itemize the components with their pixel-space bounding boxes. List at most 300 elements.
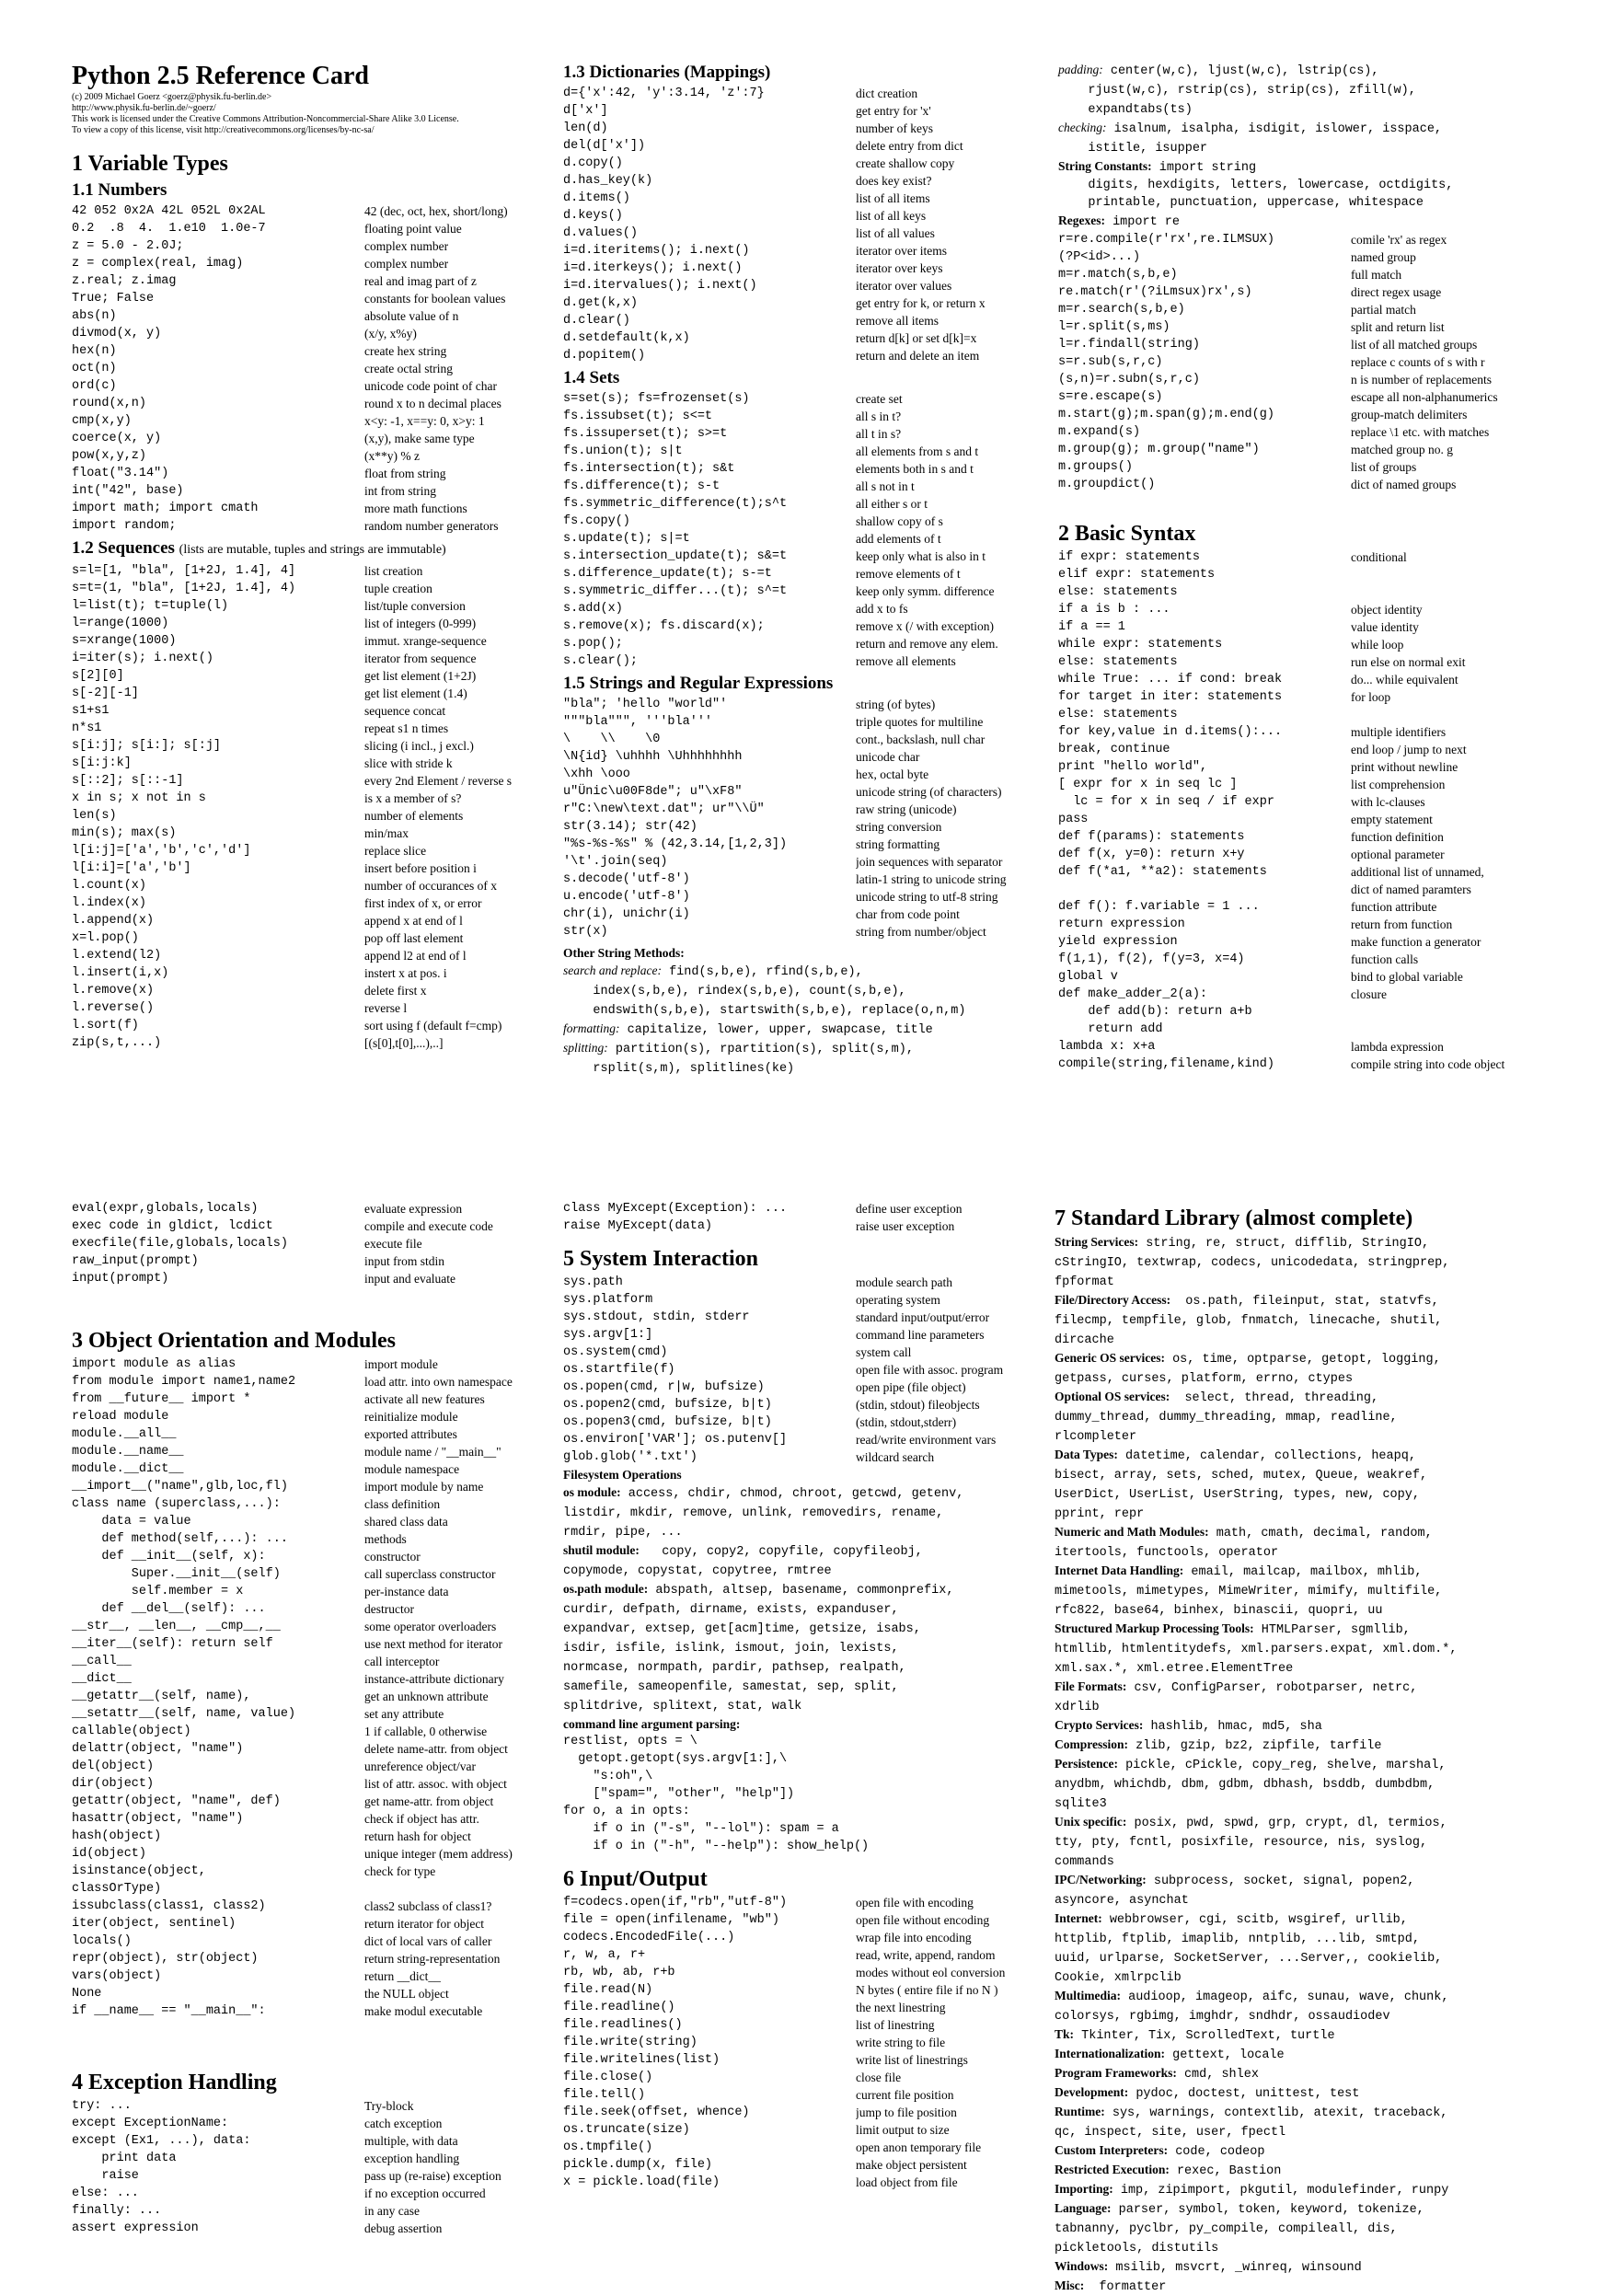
table-row [1058,863,1551,881]
description-cell: list/tuple conversion [364,599,466,613]
line-code: isdir, isfile, islink, ismout, join, lexists, [563,1642,899,1656]
table-row [1058,846,1551,863]
line-label: Internet: [1055,1911,1102,1925]
description-cell: does key exist? [856,174,932,188]
code-cell: print data [72,2152,177,2165]
description-cell: do... while equivalent [1351,673,1458,686]
line-label: padding: [1058,63,1103,76]
text-line [1055,1774,1570,1794]
code-cell: s.update(t); s|=t [563,532,690,546]
line-code: listdir, mkdir, remove, unlink, removedirs, rename, [563,1506,944,1520]
line-code: UserDict, UserList, UserString, types, new, copy, [1055,1488,1420,1502]
line-code: dummy_thread, dummy_threading, mmap, readline, [1055,1411,1398,1425]
description-cell: dict of named groups [1351,478,1457,491]
code-cell: z.real; z.imag [72,274,177,288]
code-cell: d.keys() [563,209,623,223]
table-row [72,1390,564,1408]
text-line [563,1483,1055,1503]
table-row [563,565,1055,583]
description-cell: list of all matched groups [1351,338,1478,352]
license-line-2: To view a copy of this license, visit http://creativecommons.org/licenses/by-nc-sa/ [72,125,375,135]
code-cell: __import__("name",glb,loc,fl) [72,1480,288,1494]
description-cell [1351,566,1551,583]
table-row [563,1326,1055,1344]
text-line [1055,1252,1570,1272]
line-code: os.path, fileinput, stat, statvfs, [1170,1295,1439,1309]
code-cell: raise [72,2169,139,2183]
description-cell: write string to file [856,2036,946,2049]
code-cell: d.values() [563,226,639,240]
code-cell [1058,881,1351,898]
code-cell: s.symmetric_differ...(t); s^=t [563,584,788,598]
line-code: rmdir, pipe, ... [563,1526,683,1540]
description-cell: with lc-clauses [1351,795,1425,809]
description-cell: delete name-attr. from object [364,1742,508,1756]
code-cell: else: statements [1058,708,1178,721]
description-cell: return and remove any elem. [856,637,998,651]
description-cell: immut. xrange-sequence [364,634,487,648]
description-cell: load object from file [856,2175,958,2189]
column-2-top [563,63,1055,1078]
code-cell: os.environ['VAR']; os.putenv[] [563,1433,788,1447]
description-cell: set any attribute [364,1707,444,1721]
description-cell: get entry for k, or return x [856,296,986,310]
code-cell: coerce(x, y) [72,432,162,445]
description-cell: append l2 at end of l [364,949,467,963]
description-cell: jump to file position [856,2106,957,2119]
line-code: bisect, array, sets, sched, mutex, Queue, weakref, [1055,1469,1428,1483]
table-row [72,1200,564,1217]
description-cell: additional list of unnamed, [1351,865,1484,879]
description-cell: keep only symm. difference [856,584,995,598]
description-cell: list of groups [1351,460,1417,474]
table-row [1058,828,1551,846]
table-row [563,1309,1055,1326]
line-label: Optional OS services: [1055,1390,1170,1403]
description-cell: remove all elements [856,654,956,668]
code-cell: l[i:j]=['a','b','c','d'] [72,844,251,858]
line-label: Windows: [1055,2259,1109,2273]
description-cell: 42 (dec, oct, hex, short/long) [364,204,508,218]
code-cell: m=r.match(s,b,e) [1058,268,1178,282]
table-row [72,2002,564,2020]
text-line [1055,1813,1570,1832]
text-line [563,1599,1055,1619]
section-object-orientation: 3 Object Orientation and Modules [72,1329,396,1353]
table-row [72,1845,564,1863]
description-cell: string (of bytes) [856,698,936,711]
description-cell: input from stdin [364,1254,444,1268]
code-cell: file.readline() [563,2001,675,2014]
code-cell: if expr: statements [1058,550,1200,564]
description-cell: string conversion [856,820,942,834]
table-row [563,1894,1055,1911]
description-cell: open anon temporary file [856,2140,982,2154]
license-line-1: This work is licensed under the Creative Commons Attribution-Noncommercial-Share Alike 3.0 License. [72,114,459,124]
code-cell: module.__name__ [72,1445,184,1459]
table-row [72,1635,564,1653]
text-line [563,1619,1055,1638]
table-row [563,635,1055,652]
table-row [72,1425,564,1443]
text-line [563,1580,1055,1599]
code-cell: sys.argv[1:] [563,1328,653,1342]
description-cell: open file with encoding [856,1896,974,1909]
description-cell: hex, octal byte [856,767,929,781]
table-row [72,1810,564,1828]
description-cell: execute file [364,1237,422,1251]
code-cell: from module import name1,name2 [72,1375,296,1389]
table-row [72,1828,564,1845]
description-cell: reverse l [364,1001,408,1015]
table-row [563,425,1055,443]
table-row [72,842,564,860]
text-line [1055,1330,1570,1349]
table-row [72,860,564,877]
line-code: webbrowser, cgi, scitb, wsgiref, urllib, [1101,1913,1408,1927]
table-row [563,2156,1055,2174]
section-standard-library: 7 Standard Library (almost complete) [1055,1206,1413,1230]
table-row [563,277,1055,294]
table-row [1058,758,1551,776]
code-cell: repr(object), str(object) [72,1952,259,1966]
table-row [1058,283,1551,301]
table-row [1058,1056,1551,1073]
description-cell: elements both in s and t [856,462,974,476]
code-cell: raw_input(prompt) [72,1254,199,1268]
text-line [1055,1948,1570,1967]
code-cell: for target in iter: statements [1058,690,1283,704]
table-row [72,877,564,894]
table-row [563,1344,1055,1361]
description-cell: comile 'rx' as regex [1351,233,1447,247]
line-label: os module: [563,1485,621,1499]
table-row [72,1985,564,2002]
description-cell: open file without encoding [856,1913,990,1927]
code-cell: d.clear() [563,314,630,328]
code-cell: s=t=(1, "bla", [1+2J, 1.4], 4) [72,582,296,595]
table-row [563,390,1055,408]
description-cell: pop off last element [364,931,464,945]
line-code: math, cmath, decimal, random, [1208,1527,1433,1540]
code-cell: return add [1058,1022,1163,1036]
table-row [563,2069,1055,2086]
text-line [1055,1697,1570,1716]
table-row [1058,986,1551,1003]
section-input-output: 6 Input/Output [563,1867,708,1891]
line-code: hashlib, hmac, md5, sha [1143,1720,1322,1734]
command-line-parsing-code [563,1733,1055,1855]
description-cell: get an unknown attribute [364,1690,489,1703]
text-line [1055,1832,1570,1852]
description-cell [1351,583,1551,601]
line-code: dircache [1055,1333,1114,1347]
code-cell: if a is b : ... [1058,603,1170,617]
code-line: if o in ("-s", "--lol"): spam = a [563,1822,839,1836]
code-cell: callable(object) [72,1725,191,1738]
string-constants-line: import string [1151,161,1257,175]
description-cell: list of all items [856,191,930,205]
table-row [72,720,564,737]
table-row [72,482,564,500]
code-cell: d.get(k,x) [563,296,639,310]
code-cell: sys.stdout, stdin, stderr [563,1310,750,1324]
text-line [1055,2161,1570,2180]
description-cell: operating system [856,1293,940,1307]
code-line: getopt.getopt(sys.argv[1:],\ [563,1752,788,1766]
line-label: String Services: [1055,1235,1139,1249]
line-code: xml.sax.*, xml.etree.ElementTree [1055,1662,1294,1676]
line-label: Structured Markup Processing Tools: [1055,1621,1254,1635]
code-cell: hasattr(object, "name") [72,1812,244,1826]
table-row [72,1950,564,1967]
table-row [563,495,1055,513]
line-code: sys, warnings, contextlib, atexit, traceback, [1104,2106,1448,2120]
code-cell: s[i:j]; s[i:]; s[:j] [72,739,222,753]
description-cell: list of linestring [856,2018,935,2032]
table-row [72,632,564,650]
line-code: endswith(s,b,e), startswith(s,b,e), replace(o,n,m) [563,1004,966,1018]
code-cell: f=codecs.open(if,"rb","utf-8") [563,1896,788,1909]
text-line [1055,2006,1570,2025]
code-cell: file.close() [563,2071,653,2084]
code-cell: print "hello world", [1058,760,1208,774]
code-cell: i=iter(s); i.next() [72,652,213,665]
table-row [563,242,1055,260]
description-cell: [(s[0],t[0],...),..] [364,1036,444,1050]
text-line [1055,1349,1570,1368]
text-line [1055,2045,1570,2064]
description-cell: list of all keys [856,209,927,223]
table-row [563,443,1055,460]
code-cell: exec code in gldict, lcdict [72,1219,273,1233]
text-line [1058,138,1551,157]
code-cell: for key,value in d.items():... [1058,725,1283,739]
sequences-note: (lists are mutable, tuples and strings are immutable) [179,543,446,557]
description-cell: module search path [856,1275,952,1289]
section-system-interaction: 5 System Interaction [563,1247,758,1271]
description-cell: make modul executable [364,2004,483,2018]
table-row [1058,406,1551,423]
column-3-bottom [1055,1196,1570,2296]
line-code: pprint, repr [1055,1507,1145,1521]
table-row [1058,898,1551,916]
line-code: colorsys, rgbimg, imghdr, sndhdr, ossaudiodev [1055,2010,1390,2024]
table-row [563,460,1055,478]
code-cell: round(x,n) [72,397,147,410]
table-row [72,1793,564,1810]
code-line: "s:oh",\ [563,1770,653,1783]
text-line [1058,61,1551,80]
io-table [563,1894,1055,2191]
description-cell: all t in s? [856,427,902,441]
line-code: find(s,b,e), rfind(s,b,e), [661,965,863,979]
text-line [563,1541,1055,1561]
table-row [563,2051,1055,2069]
line-label: Tk: [1055,2027,1075,2041]
code-cell: min(s); max(s) [72,826,177,840]
code-cell: reload module [72,1410,169,1424]
code-cell: l.index(x) [72,896,147,910]
code-cell: ord(c) [72,379,117,393]
string-constants-label: String Constants: [1058,159,1152,173]
line-code: mimetools, mimetypes, MimeWriter, mimify, multifile, [1055,1585,1443,1598]
code-cell: __dict__ [72,1672,132,1686]
code-cell: chr(i), unichr(i) [563,907,690,921]
code-cell: if a == 1 [1058,620,1125,634]
line-code: rfc822, base64, binhex, binascii, quopri, uu [1055,1604,1383,1618]
table-row [72,447,564,465]
table-row [563,1217,1055,1235]
description-cell: replace slice [364,844,427,858]
table-row [72,2202,564,2220]
text-line [563,1058,1055,1078]
subsection-numbers: 1.1 Numbers [72,180,167,200]
text-line [1055,1852,1570,1871]
table-row [1058,968,1551,986]
code-cell: def __del__(self): ... [72,1602,266,1616]
table-row [1058,266,1551,283]
line-code: posix, pwd, spwd, grp, crypt, dl, termios, [1126,1817,1447,1830]
code-cell: m=r.search(s,b,e) [1058,303,1185,317]
table-row [1058,636,1551,653]
description-cell: full match [1351,268,1402,282]
regex-import: import re [1104,215,1180,229]
code-cell: z = 5.0 - 2.0J; [72,239,184,253]
text-line [563,1020,1055,1039]
table-row [72,1460,564,1478]
description-cell: complex number [364,239,449,253]
description-cell: dict creation [856,87,918,100]
syntax-table [1058,548,1551,1073]
line-label: Data Types: [1055,1448,1118,1461]
code-cell: Super.__init__(self) [72,1567,281,1581]
table-row [72,737,564,755]
description-cell [1351,706,1551,723]
table-row [563,172,1055,190]
description-cell: all either s or t [856,497,928,511]
code-cell: s.pop(); [563,637,623,651]
code-cell: i=d.iterkeys(); i.next() [563,261,743,275]
table-row [72,2132,564,2150]
table-row [563,1200,1055,1217]
table-row [563,478,1055,495]
description-cell: raise user exception [856,1219,955,1233]
description-cell: create hex string [364,344,447,358]
table-row [72,1723,564,1740]
code-cell: def f(params): statements [1058,830,1245,844]
description-cell: string from number/object [856,925,986,939]
text-line [1058,80,1551,99]
description-cell: N bytes ( entire file if no N ) [856,1983,998,1997]
code-cell: issubclass(class1, class2) [72,1899,266,1913]
description-cell: more math functions [364,502,467,515]
description-cell: write list of linestrings [856,2053,968,2067]
description-cell: unreference object/var [364,1759,477,1773]
code-cell: s.decode('utf-8') [563,872,690,886]
description-cell: get name-attr. from object [364,1794,494,1808]
code-cell: cmp(x,y) [72,414,132,428]
code-cell: int("42", base) [72,484,184,498]
description-cell: import module by name [364,1480,484,1494]
description-cell: matched group no. g [1351,443,1453,456]
text-line [1055,2257,1570,2277]
line-label: os.path module: [563,1582,649,1596]
table-row [563,2034,1055,2051]
code-cell: [ expr for x in seq lc ] [1058,778,1238,791]
line-code: rlcompleter [1055,1430,1137,1444]
code-cell: getattr(object, "name", def) [72,1794,281,1808]
text-line [1055,2122,1570,2141]
code-cell: file.write(string) [563,2036,697,2049]
description-cell: instance-attribute dictionary [364,1672,504,1686]
description-cell: end loop / jump to next [1351,743,1467,756]
description-cell: 1 if callable, 0 otherwise [364,1725,488,1738]
code-cell: file.readlines() [563,2018,683,2032]
table-row [72,1408,564,1425]
description-cell: tuple creation [364,582,432,595]
table-row [72,964,564,982]
table-row [563,871,1055,888]
code-cell: fs.issubset(t); s<=t [563,410,713,423]
table-row [563,190,1055,207]
code-cell: __setattr__(self, name, value) [72,1707,296,1721]
table-row [563,1291,1055,1309]
code-cell: \N{id} \uhhhh \Uhhhhhhhh [563,750,743,764]
line-code: os, time, optparse, getopt, logging, [1164,1353,1441,1367]
code-cell: fs.intersection(t); s&t [563,462,735,476]
description-cell: random number generators [364,519,499,533]
description-cell: first index of x, or error [364,896,482,910]
table-row [72,1513,564,1530]
code-cell: x in s; x not in s [72,791,206,805]
description-cell: raw string (unicode) [856,802,957,816]
table-row [563,600,1055,617]
description-cell: complex number [364,257,449,271]
table-row [72,2150,564,2167]
table-row [72,1880,564,1898]
code-cell: l[i:i]=['a','b'] [72,861,191,875]
code-cell: glob.glob('*.txt') [563,1450,697,1464]
description-cell: current file position [856,2088,954,2102]
description-cell: make object persistent [856,2158,967,2172]
text-line [1055,1678,1570,1697]
code-cell: l.append(x) [72,914,155,928]
code-cell: oct(n) [72,362,117,375]
sequences-title: 1.2 Sequences [72,538,175,558]
code-cell: fs.copy() [563,514,630,528]
line-code: abspath, altsep, basename, commonprefix, [648,1584,954,1598]
table-row [72,2185,564,2202]
table-row [72,220,564,237]
dicts-table [563,85,1055,364]
text-line [1055,1446,1570,1465]
code-cell: r=re.compile(r'rx',re.ILMSUX) [1058,233,1274,247]
line-label: Internet Data Handling: [1055,1563,1184,1577]
description-cell: (x/y, x%y) [364,327,417,340]
line-label: Unix specific: [1055,1815,1127,1829]
description-cell: slice with stride k [364,756,453,770]
description-cell: close file [856,2071,902,2084]
line-label: Crypto Services: [1055,1718,1144,1732]
table-row [72,1863,564,1880]
table-row [72,1967,564,1985]
code-line: ["spam=", "other", "help"]) [563,1787,795,1801]
line-label: File/Directory Access: [1055,1293,1171,1307]
description-cell: input and evaluate [364,1272,455,1286]
code-cell: l.remove(x) [72,984,155,998]
table-row [563,1911,1055,1929]
